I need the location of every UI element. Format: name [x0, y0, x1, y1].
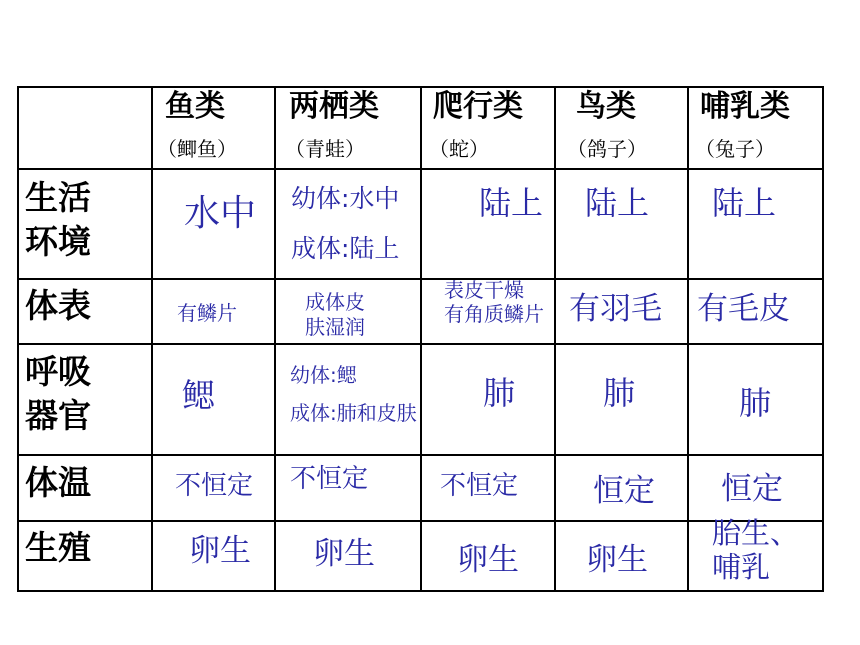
column-divider: [554, 88, 556, 590]
cell-mammal-body-temperature: 恒定: [721, 471, 783, 507]
row-label-habitat: 生活 环境: [25, 178, 91, 261]
cell-fish-body-surface: 有鳞片: [177, 301, 237, 325]
row-label-body-temperature: 体温: [25, 463, 91, 502]
row-divider: [19, 278, 822, 280]
cell-bird-body-surface: 有羽毛: [569, 291, 662, 327]
cell-mammal-respiratory-organ: 肺: [739, 384, 772, 422]
cell-fish-reproduction: 卵生: [189, 533, 251, 569]
cell-bird-reproduction: 卵生: [586, 542, 648, 578]
column-divider: [274, 88, 276, 590]
column-divider: [687, 88, 689, 590]
header-reptile-example: （蛇）: [429, 137, 489, 161]
cell-bird-respiratory-organ: 肺: [603, 374, 636, 412]
cell-fish-body-temperature: 不恒定: [175, 471, 254, 501]
cell-amphibian-respiratory-organ: 幼体:鳃 成体:肺和皮肤: [290, 363, 417, 425]
cell-reptile-reproduction: 卵生: [457, 542, 519, 578]
header-amphibian-example: （青蛙）: [285, 137, 365, 161]
cell-amphibian-habitat: 幼体:水中 成体:陆上: [291, 184, 400, 263]
row-divider: [19, 454, 822, 456]
header-amphibian: 两栖类: [289, 89, 379, 124]
cell-reptile-respiratory-organ: 肺: [483, 374, 516, 412]
header-mammal: 哺乳类: [700, 89, 790, 124]
cell-reptile-body-temperature: 不恒定: [440, 471, 519, 501]
header-fish-example: （鲫鱼）: [157, 137, 237, 161]
row-label-respiratory-organ: 呼吸 器官: [25, 352, 91, 435]
cell-bird-habitat: 陆上: [585, 184, 650, 222]
row-divider: [19, 520, 822, 522]
column-divider: [151, 88, 153, 590]
cell-mammal-body-surface: 有毛皮: [697, 291, 790, 327]
cell-mammal-habitat: 陆上: [712, 184, 777, 222]
cell-reptile-habitat: 陆上: [479, 184, 544, 222]
cell-reptile-body-surface: 表皮干燥 有角质鳞片: [444, 278, 544, 326]
vertebrate-comparison-table: [17, 86, 824, 592]
row-label-body-surface: 体表: [25, 286, 91, 325]
header-bird-example: （鸽子）: [567, 137, 647, 161]
cell-mammal-reproduction: 胎生、 哺乳: [712, 516, 800, 584]
cell-fish-respiratory-organ: 鳃: [182, 376, 215, 415]
header-fish: 鱼类: [165, 89, 225, 124]
cell-amphibian-body-surface: 成体皮 肤湿润: [305, 290, 365, 339]
cell-amphibian-reproduction: 卵生: [313, 536, 375, 572]
cell-bird-body-temperature: 恒定: [593, 473, 655, 509]
cell-fish-habitat: 水中: [184, 193, 257, 234]
row-divider: [19, 168, 822, 170]
row-label-reproduction: 生殖: [25, 528, 91, 567]
column-divider: [420, 88, 422, 590]
header-bird: 鸟类: [576, 89, 636, 124]
cell-amphibian-body-temperature: 不恒定: [290, 464, 369, 494]
header-reptile: 爬行类: [433, 89, 523, 124]
row-divider: [19, 343, 822, 345]
header-mammal-example: （兔子）: [695, 137, 775, 161]
